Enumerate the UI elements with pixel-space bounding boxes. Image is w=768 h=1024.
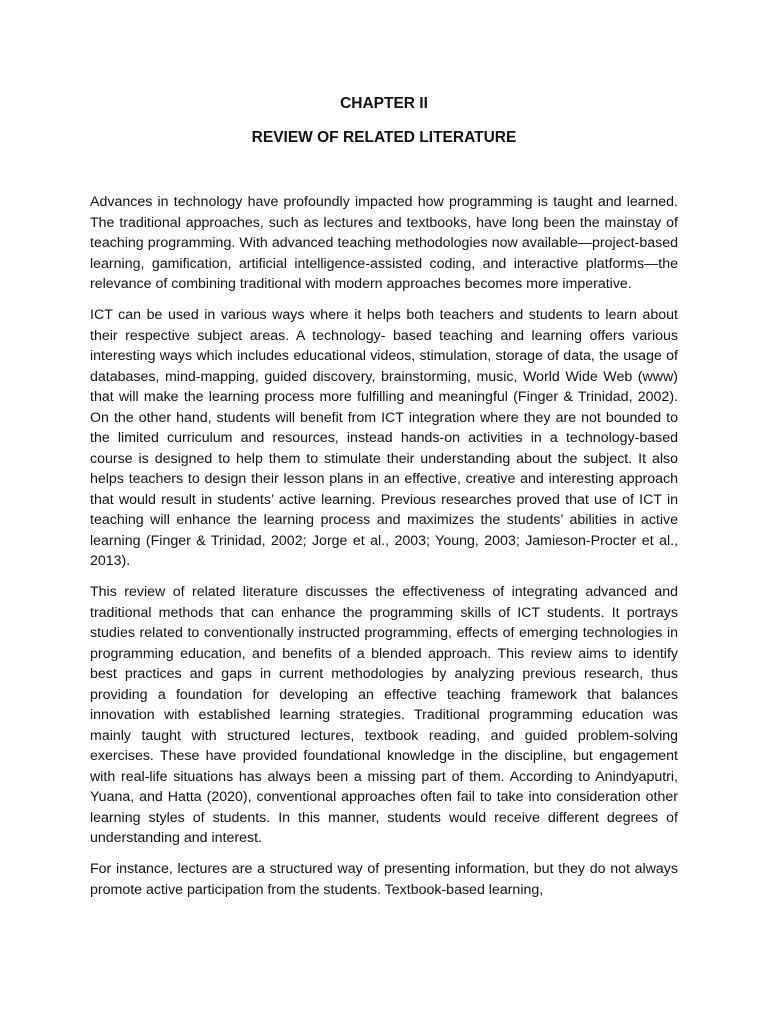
- paragraph-ict-usage: ICT can be used in various ways where it helps both teachers and students to learn about their respective subject areas. A technology- based teaching and learning offers various interesting ways which includes educational videos, stimulation, storage of data, the usage of databases, mind-mapping, guided discovery, brainstorming, music, World Wide Web (www) that will make the learning process more fulfilling and meaningful (Finger & Trinidad, 2002). On the other hand, students will benefit from ICT integration where they are not bounded to the limited curriculum and resources, instead hands-on activities in a technology-based course is designed to help them to stimulate their understanding about the subject. It also helps teachers to design their lesson plans in an effective, creative and interesting approach that would result in students’ active learning. Previous researches proved that use of ICT in teaching will enhance the learning process and maximizes the students’ abilities in active learning (Finger & Trinidad, 2002; Jorge et al., 2003; Young, 2003; Jamieson-Procter et al., 2013).: [90, 307, 678, 569]
- paragraph-review-scope: This review of related literature discusses the effectiveness of integrating advanced and traditional methods that can enhance the programming skills of ICT students. It portrays studies related to conventionally instructed programming, effects of emerging technologies in programming education, and benefits of a blended approach. This review aims to identify best practices and gaps in current methodologies by analyzing previous research, thus providing a foundation for developing an effective teaching framework that balances innovation with established learning strategies. Traditional programming education was mainly taught with structured lectures, textbook reading, and guided problem-solving exercises. These have provided foundational knowledge in the discipline, but engagement with real-life situations has always been a missing part of them. According to Anindyaputri, Yuana, and Hatta (2020), conventional approaches often fail to take into consideration other learning styles of students. In this manner, students would receive different degrees of understanding and interest.: [90, 584, 678, 846]
- body-text: [90, 192, 678, 911]
- paragraph-lectures: [90, 859, 678, 900]
- paragraph-intro: Advances in technology have profoundly impacted how programming is taught and learned. The traditional approaches, such as lectures and textbooks, have long been the mainstay of teaching programming. With advanced teaching methodologies now available—project-based learning, gamification, artificial intelligence-assisted coding, and interactive platforms—the relevance of combining traditional with modern approaches becomes more imperative.: [90, 194, 678, 292]
- chapter-label: CHAPTER II: [340, 95, 428, 112]
- chapter-title: REVIEW OF RELATED LITERATURE: [251, 129, 517, 146]
- paragraph-lectures-text: For instance, lectures are a structured way of presenting information, but they do not always promote active participation from the students. Textbook-based learning,: [90, 861, 678, 898]
